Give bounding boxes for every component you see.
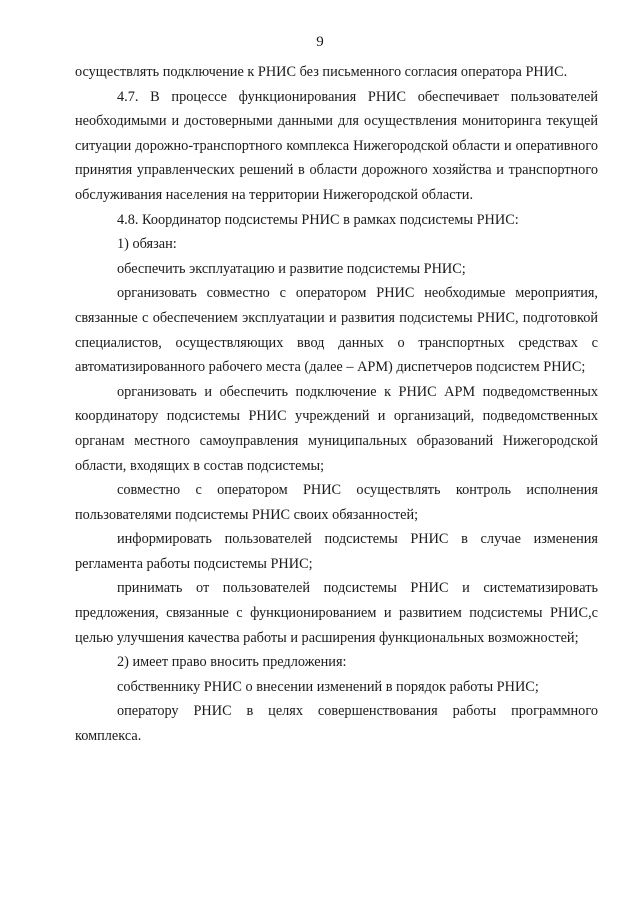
paragraph-right-2: оператору РНИС в целях совершенствования работы программного комплекса. xyxy=(75,703,598,745)
paragraph-right-1: собственнику РНИС о внесении изменений в порядок работы РНИС; xyxy=(117,678,539,695)
paragraph-obligation-5: информировать пользователей подсистемы РНИС в случае изменения регламента работы подсистемы РНИС; xyxy=(75,531,598,572)
paragraph-obligation-2: организовать совместно с оператором РНИС необходимые мероприятия, связанные с обеспечением эксплуатации и развития подсистемы РНИС, подготовкой специалистов, осуществляющих ввод данных о транспортных средствах с автоматизированного рабочего места (далее – АРМ) диспетчеров подсистем РНИС; xyxy=(75,285,598,376)
paragraph-rights-heading: 2) имеет право вносить предложения: xyxy=(117,654,347,671)
paragraph-obligations-heading: 1) обязан: xyxy=(117,236,177,253)
paragraph-4-7: 4.7. В процессе функционирования РНИС обеспечивает пользователей необходимыми и достоверными данными для осуществления мониторинга текущей ситуации дорожно-транспортного комплекса Нижегородской области и оперативного принятия управленческих решений в области дорожного хозяйства и транспортного обслуживания населения на территории Нижегородской области. xyxy=(75,88,598,203)
paragraph-obligation-6: принимать от пользователей подсистемы РНИС и систематизировать предложения, связанные с функционированием и развитием подсистемы РНИС,с целью улучшения качества работы и расширения функциональных возможностей; xyxy=(75,580,598,646)
paragraph-continuation: осуществлять подключение к РНИС без письменного согласия оператора РНИС. xyxy=(75,64,568,80)
document-body xyxy=(75,60,598,749)
paragraph-4-8: 4.8. Координатор подсистемы РНИС в рамках подсистемы РНИС: xyxy=(117,211,519,228)
page-number: 9 xyxy=(316,34,324,50)
paragraph-obligation-4: совместно с оператором РНИС осуществлять контроль исполнения пользователями подсистемы РНИС своих обязанностей; xyxy=(75,482,598,523)
paragraph-obligation-3: организовать и обеспечить подключение к РНИС АРМ подведомственных координатору подсистемы РНИС учреждений и организаций, подведомственных органам местного самоуправления муниципальных образований Нижегородской области, входящих в состав подсистемы; xyxy=(75,383,598,474)
paragraph-obligation-1: обеспечить эксплуатацию и развитие подсистемы РНИС; xyxy=(117,260,466,277)
